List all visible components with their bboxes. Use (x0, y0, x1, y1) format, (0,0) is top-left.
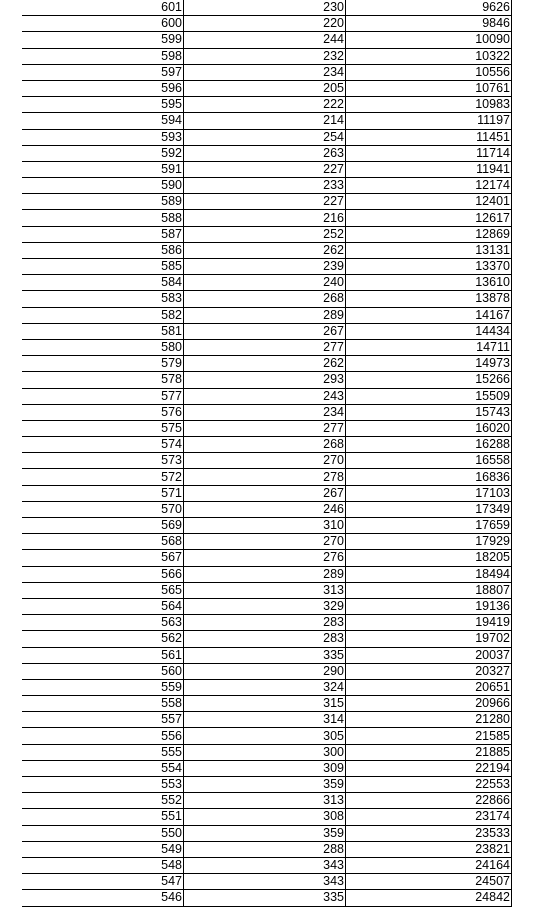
cumulative-cell: 22194 (346, 760, 512, 776)
score-cell: 557 (22, 712, 184, 728)
score-cell: 561 (22, 647, 184, 663)
cumulative-cell: 20651 (346, 679, 512, 695)
cumulative-cell: 16558 (346, 453, 512, 469)
count-cell: 262 (184, 356, 346, 372)
cumulative-cell: 11941 (346, 161, 512, 177)
table-row (22, 97, 512, 113)
count-cell: 309 (184, 760, 346, 776)
table-row (22, 420, 512, 436)
cumulative-cell: 15743 (346, 404, 512, 420)
count-cell: 278 (184, 469, 346, 485)
cumulative-cell: 12174 (346, 178, 512, 194)
cumulative-cell: 16836 (346, 469, 512, 485)
table-row (22, 809, 512, 825)
count-cell: 214 (184, 113, 346, 129)
score-cell: 577 (22, 388, 184, 404)
table-row (22, 178, 512, 194)
score-cell: 591 (22, 161, 184, 177)
score-table-body (22, 0, 512, 906)
score-cell: 548 (22, 857, 184, 873)
count-cell: 216 (184, 210, 346, 226)
count-cell: 335 (184, 647, 346, 663)
table-row (22, 16, 512, 32)
table-row (22, 728, 512, 744)
cumulative-cell: 18807 (346, 582, 512, 598)
cumulative-cell: 20327 (346, 663, 512, 679)
cumulative-cell: 10761 (346, 80, 512, 96)
table-row (22, 777, 512, 793)
table-row (22, 760, 512, 776)
score-cell: 568 (22, 534, 184, 550)
count-cell: 270 (184, 534, 346, 550)
count-cell: 283 (184, 615, 346, 631)
table-row (22, 80, 512, 96)
table-row (22, 437, 512, 453)
table-row (22, 323, 512, 339)
cumulative-cell: 19136 (346, 598, 512, 614)
count-cell: 288 (184, 841, 346, 857)
cumulative-cell: 14167 (346, 307, 512, 323)
table-row (22, 793, 512, 809)
count-cell: 308 (184, 809, 346, 825)
cumulative-cell: 19419 (346, 615, 512, 631)
cumulative-cell: 20037 (346, 647, 512, 663)
score-cell: 592 (22, 145, 184, 161)
count-cell: 263 (184, 145, 346, 161)
count-cell: 230 (184, 0, 346, 16)
score-cell: 547 (22, 874, 184, 890)
cumulative-cell: 10090 (346, 32, 512, 48)
score-cell: 552 (22, 793, 184, 809)
table-row (22, 598, 512, 614)
score-cell: 567 (22, 550, 184, 566)
score-cell: 590 (22, 178, 184, 194)
count-cell: 343 (184, 874, 346, 890)
table-row (22, 48, 512, 64)
table-row (22, 145, 512, 161)
cumulative-cell: 22866 (346, 793, 512, 809)
count-cell: 222 (184, 97, 346, 113)
count-cell: 252 (184, 226, 346, 242)
table-row (22, 226, 512, 242)
count-cell: 324 (184, 679, 346, 695)
table-row (22, 647, 512, 663)
count-cell: 268 (184, 291, 346, 307)
score-cell: 587 (22, 226, 184, 242)
count-cell: 313 (184, 793, 346, 809)
score-cell: 600 (22, 16, 184, 32)
cumulative-cell: 24842 (346, 890, 512, 906)
count-cell: 277 (184, 420, 346, 436)
score-cell: 583 (22, 291, 184, 307)
score-cell: 573 (22, 453, 184, 469)
count-cell: 268 (184, 437, 346, 453)
table-row (22, 161, 512, 177)
table-row (22, 696, 512, 712)
score-cell: 578 (22, 372, 184, 388)
count-cell: 239 (184, 259, 346, 275)
table-row (22, 825, 512, 841)
cumulative-cell: 14973 (346, 356, 512, 372)
count-cell: 315 (184, 696, 346, 712)
score-cell: 570 (22, 501, 184, 517)
cumulative-cell: 23533 (346, 825, 512, 841)
table-row (22, 372, 512, 388)
cumulative-cell: 17349 (346, 501, 512, 517)
cumulative-cell: 24507 (346, 874, 512, 890)
cumulative-cell: 21885 (346, 744, 512, 760)
table-row (22, 194, 512, 210)
count-cell: 267 (184, 485, 346, 501)
count-cell: 310 (184, 518, 346, 534)
count-cell: 254 (184, 129, 346, 145)
count-cell: 290 (184, 663, 346, 679)
score-cell: 576 (22, 404, 184, 420)
table-row (22, 890, 512, 906)
count-cell: 329 (184, 598, 346, 614)
cumulative-cell: 12869 (346, 226, 512, 242)
count-cell: 283 (184, 631, 346, 647)
cumulative-cell: 24164 (346, 857, 512, 873)
score-cell: 559 (22, 679, 184, 695)
table-row (22, 242, 512, 258)
cumulative-cell: 9626 (346, 0, 512, 16)
cumulative-cell: 11197 (346, 113, 512, 129)
count-cell: 305 (184, 728, 346, 744)
count-cell: 289 (184, 307, 346, 323)
score-cell: 569 (22, 518, 184, 534)
count-cell: 270 (184, 453, 346, 469)
table-row (22, 615, 512, 631)
table-row (22, 566, 512, 582)
table-row (22, 291, 512, 307)
score-cell: 560 (22, 663, 184, 679)
cumulative-cell: 16288 (346, 437, 512, 453)
cumulative-cell: 15266 (346, 372, 512, 388)
score-cell: 596 (22, 80, 184, 96)
cumulative-cell: 17929 (346, 534, 512, 550)
table-row (22, 404, 512, 420)
cumulative-cell: 12617 (346, 210, 512, 226)
score-cell: 554 (22, 760, 184, 776)
score-cell: 563 (22, 615, 184, 631)
cumulative-cell: 11451 (346, 129, 512, 145)
cumulative-cell: 13610 (346, 275, 512, 291)
count-cell: 234 (184, 404, 346, 420)
cumulative-cell: 19702 (346, 631, 512, 647)
count-cell: 359 (184, 777, 346, 793)
count-cell: 234 (184, 64, 346, 80)
count-cell: 227 (184, 194, 346, 210)
score-cell: 601 (22, 0, 184, 16)
cumulative-cell: 18494 (346, 566, 512, 582)
count-cell: 232 (184, 48, 346, 64)
count-cell: 335 (184, 890, 346, 906)
score-cell: 574 (22, 437, 184, 453)
cumulative-cell: 10983 (346, 97, 512, 113)
score-cell: 582 (22, 307, 184, 323)
score-cell: 546 (22, 890, 184, 906)
score-cell: 551 (22, 809, 184, 825)
table-row (22, 64, 512, 80)
score-cell: 594 (22, 113, 184, 129)
score-cell: 586 (22, 242, 184, 258)
table-row (22, 874, 512, 890)
score-cell: 579 (22, 356, 184, 372)
table-row (22, 356, 512, 372)
score-cell: 598 (22, 48, 184, 64)
score-cell: 553 (22, 777, 184, 793)
table-row (22, 339, 512, 355)
count-cell: 262 (184, 242, 346, 258)
cumulative-cell: 17103 (346, 485, 512, 501)
cumulative-cell: 9846 (346, 16, 512, 32)
table-row (22, 129, 512, 145)
cumulative-cell: 15509 (346, 388, 512, 404)
cumulative-cell: 17659 (346, 518, 512, 534)
count-cell: 233 (184, 178, 346, 194)
score-cell: 558 (22, 696, 184, 712)
cumulative-cell: 13878 (346, 291, 512, 307)
count-cell: 246 (184, 501, 346, 517)
table-row (22, 388, 512, 404)
cumulative-cell: 16020 (346, 420, 512, 436)
table-row (22, 841, 512, 857)
cumulative-cell: 21585 (346, 728, 512, 744)
table-row (22, 534, 512, 550)
table-row (22, 518, 512, 534)
score-cell: 585 (22, 259, 184, 275)
count-cell: 289 (184, 566, 346, 582)
table-row (22, 210, 512, 226)
table-row (22, 582, 512, 598)
table-row (22, 501, 512, 517)
score-cell: 595 (22, 97, 184, 113)
score-cell: 549 (22, 841, 184, 857)
score-cell: 580 (22, 339, 184, 355)
table-row (22, 679, 512, 695)
cumulative-cell: 11714 (346, 145, 512, 161)
count-cell: 220 (184, 16, 346, 32)
table-row (22, 275, 512, 291)
score-cell: 564 (22, 598, 184, 614)
count-cell: 227 (184, 161, 346, 177)
score-cell: 555 (22, 744, 184, 760)
table-row (22, 32, 512, 48)
table-row (22, 857, 512, 873)
score-cell: 599 (22, 32, 184, 48)
score-cell: 589 (22, 194, 184, 210)
count-cell: 205 (184, 80, 346, 96)
cumulative-cell: 14711 (346, 339, 512, 355)
score-cell: 556 (22, 728, 184, 744)
cumulative-cell: 10322 (346, 48, 512, 64)
count-cell: 313 (184, 582, 346, 598)
table-row (22, 453, 512, 469)
table-row (22, 113, 512, 129)
table-row (22, 550, 512, 566)
score-cell: 593 (22, 129, 184, 145)
cumulative-cell: 20966 (346, 696, 512, 712)
count-cell: 276 (184, 550, 346, 566)
count-cell: 277 (184, 339, 346, 355)
cumulative-cell: 18205 (346, 550, 512, 566)
cumulative-cell: 23821 (346, 841, 512, 857)
count-cell: 300 (184, 744, 346, 760)
score-cell: 575 (22, 420, 184, 436)
table-row (22, 259, 512, 275)
cumulative-cell: 12401 (346, 194, 512, 210)
count-cell: 359 (184, 825, 346, 841)
score-cell: 571 (22, 485, 184, 501)
count-cell: 267 (184, 323, 346, 339)
cumulative-cell: 14434 (346, 323, 512, 339)
table-row (22, 712, 512, 728)
cumulative-cell: 13370 (346, 259, 512, 275)
score-cell: 584 (22, 275, 184, 291)
score-table (22, 0, 512, 907)
table-row (22, 631, 512, 647)
table-row (22, 485, 512, 501)
score-cell: 562 (22, 631, 184, 647)
count-cell: 240 (184, 275, 346, 291)
cumulative-cell: 22553 (346, 777, 512, 793)
table-row (22, 469, 512, 485)
score-cell: 581 (22, 323, 184, 339)
count-cell: 244 (184, 32, 346, 48)
cumulative-cell: 13131 (346, 242, 512, 258)
count-cell: 243 (184, 388, 346, 404)
cumulative-cell: 23174 (346, 809, 512, 825)
count-cell: 314 (184, 712, 346, 728)
score-cell: 550 (22, 825, 184, 841)
count-cell: 343 (184, 857, 346, 873)
count-cell: 293 (184, 372, 346, 388)
table-row (22, 307, 512, 323)
cumulative-cell: 21280 (346, 712, 512, 728)
score-cell: 597 (22, 64, 184, 80)
score-cell: 565 (22, 582, 184, 598)
score-cell: 572 (22, 469, 184, 485)
cumulative-cell: 10556 (346, 64, 512, 80)
score-cell: 588 (22, 210, 184, 226)
table-row (22, 744, 512, 760)
score-cell: 566 (22, 566, 184, 582)
table-row (22, 0, 512, 16)
table-row (22, 663, 512, 679)
